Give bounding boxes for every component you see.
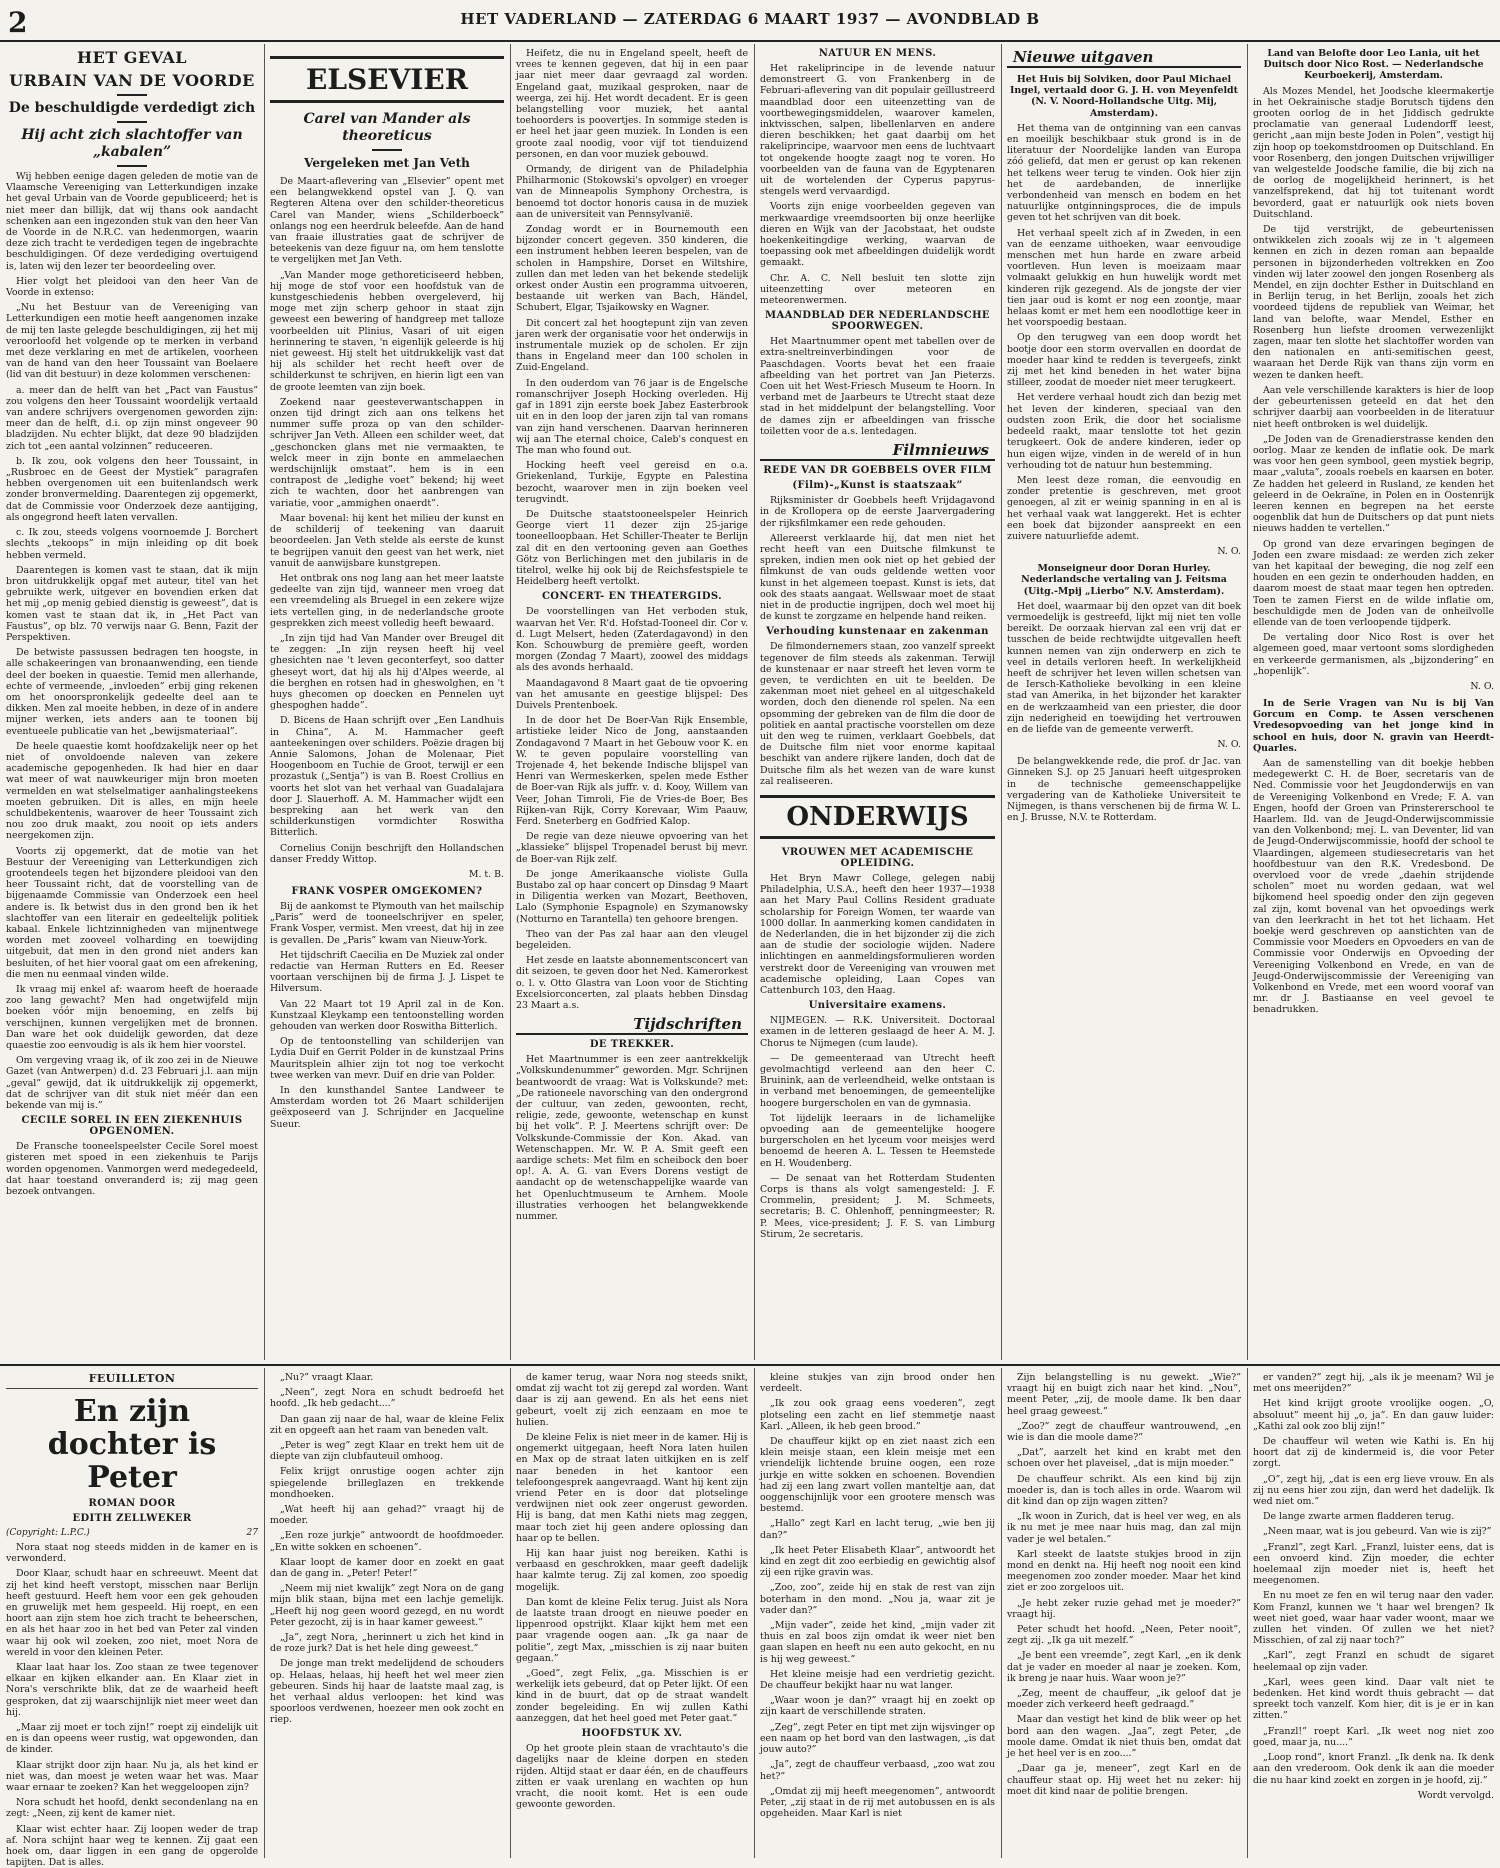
paragraph: Nora schudt het hoofd, denkt secondenlang na en zegt: „Neen, zij kent de kamer niet. bbox=[6, 1797, 258, 1820]
paragraph: Het thema van de ontginning van een canvas en moeilijk beschikbaar stuk grond is in de literatuur der Noordelijke landen van Europa zóó geliefd, dat men er gerust op kan rekenen het telkens weer terug te vinden. Ook hier zijn het de aardebanden, de innerlijke verbondenheid van mensch en bodem en het natuurlijke ontginningsproces, die de impuls geven tot het schrijven van dit boek. bbox=[1007, 122, 1241, 224]
paragraph: Als Mozes Mendel, het Joodsche kleermakertje in het Oekrainische stadje Borutsch tijdens den grooten oorlog de in het Jiddisch gedrukte proclamatie van generaal Ludendorff leest, gericht „aan mijn beste Joden in Polen”, vestigt hij zijn hoop op toekomstdroomen op Duitschland. En voor Rosenberg, den jongen Duitschen vrijwilliger van welgestelde Joodsche familie, die bij zich na de oorlog de mogelijkheid herinnert, is het vanzelfsprekend, dat hij tot tuitenant wordt bevorderd, gaat er natuurlijk ook niets boven Duitschland. bbox=[1253, 85, 1494, 220]
paragraph: Hocking heeft veel gereisd en o.a. Griekenland, Turkije, Egypte en Palestina bezocht, waarover men in zijn boeken veel terugvindt. bbox=[516, 460, 748, 505]
paragraph: „Goed”, zegt Felix, „ga. Misschien is er werkelijk iets gebeurd, dat op Peter lijkt. Of een kind in de buurt, dat op de straat wandelt zonder begeleiding. En wij zullen Kathi aanzeggen, dat het heel goed met Peter gaat.” bbox=[516, 1668, 748, 1724]
paragraph: „Omdat zij mij heeft meegenomen”, antwoordt Peter, „zij staat in de rij met autobussen en is als opgeheiden. Maar Karl is niet bbox=[760, 1785, 995, 1820]
paragraph: Zoekend naar geesteverwantschappen in onzen tijd dringt zich aan ons telkens het nummer suffe proza op van den schilder-schrijver Jan Veth. Alleen een schilder weet, dat „geschoncken glans met nie vermaakten, te welck meer in zijn bonte en ammelaechen werdschijnlijk omstaat”. hem is in een contrapost de „ledighe voet” bekend; hij weet zich te wachten, door het aanbrengen van variatie, voor „ammighen onaerdt”. bbox=[270, 396, 504, 509]
article-natuur bbox=[760, 48, 995, 1360]
signature: N. O. bbox=[1217, 546, 1241, 558]
signature: M. t. B. bbox=[468, 868, 504, 880]
paragraph: De voorstellingen van Het verboden stuk, waarvan het Ver. R'd. Hofstad-Tooneel dir. Cor v. d. Lugt Melsert, heden (Zaterdagavond) in den Kon. Schouwburg de première geeft, worden morgen (Zondag 7 Maart), zoowel des middags als des avonds herhaald. bbox=[516, 606, 748, 674]
tijdschriften-heading: Tijdschriften bbox=[516, 1015, 748, 1035]
paragraph: de kamer terug, waar Nora nog steeds snikt, omdat zij wacht tot zij gerepd zal worden. Want daar is zij aan gewend. En als het eens niet gebeurt, voelt zij zich eenzaam en moe te hulien. bbox=[516, 1372, 748, 1428]
paragraph: Theo van der Pas zal haar aan den vleugel begeleiden. bbox=[516, 928, 748, 952]
paragraph: Men leest deze roman, die eenvoudig en zonder pretentie is geschreven, met groot genoegen, al zit er weinig spanning in en al is het verhaal vaak wat langgerekt. Het is echter een boek dat bijzonder aanspreekt en een zuivere natuurliefde ademt. bbox=[1007, 474, 1241, 542]
paragraph: „Nu het Bestuur van de Vereeniging van Letterkundigen een motie heeft aangenomen inzake de mij ten laste gelegde beschuldigingen, zij het mij veroorloofd het volgende op te merken in verband met deze verklaring en met de artikelen, voorheen van de hand van den heer Toussaint van Boelaere (lid van dit bestuur) in deze kolommen verschenen: bbox=[6, 302, 258, 381]
paragraph: „Karl”, zegt Franzl en schudt de sigaret heelemaal op zijn vader. bbox=[1253, 1650, 1494, 1673]
paragraph: Het doel, waarmaar bij den opzet van dit boek vermoedelijk is gestreefd, lijkt mij niet ten volle bereikt. De oorzaak hiervan zal een vrij dat er tusschen de beide rechtwijdte uitgevallen heeft kunnen nemen van zijn onderwerp en zich te veel in details verloren heeft. In werkelijkheid heeft de schrijver het leven willen schetsen van de Iersch-Katholieke bevolking in een kleine stad van Amerika, in het bijzonder het karakter en de werkzaamheid van een priester, die door zijn nederigheid en toewijding het vertrouwen en de liefde van de gemeente verwerft. bbox=[1007, 600, 1241, 735]
book-title: Het Huis bij Solviken, door Paul Michael Ingel, vertaald door G. J. H. von Meyenfeldt (N. V. Noord-Hollandsche Uitg. Mij, Amsterdam). bbox=[1010, 74, 1238, 119]
paragraph: „Daar ga je, meneer”, zegt Karl en de chauffeur staat op. Hij weet het nu zeker: hij moet dit kind naar de politie brengen. bbox=[1007, 1763, 1241, 1797]
article-belofte bbox=[1253, 48, 1494, 1360]
paragraph: Wij hebben eenige dagen geleden de motie van de Vlaamsche Vereeniging van Letterkundigen inzake het geval Urbain van de Voorde gepubliceerd; het is niet meer dan billijk, dat wij thans ook aandacht schenken aan een ingezonden stuk van den heer Van de Voorde in de N.R.C. van hedenmorgen, waarin deze zich tracht te verdedigen tegen de ingebrachte beschuldigingen. Of deze verdediging overtuigend is, laten wij den lezer ter beoordeeling over. bbox=[6, 171, 258, 272]
article-elsevier bbox=[270, 48, 504, 1360]
paragraph: a. meer dan de helft van het „Pact van Faustus” zou volgens den heer Toussaint woordelijk vertaald van andere schrijvers overgenomen geworden zijn: meer dan de helft, d.i. op zijn minst ongeveer 90 bladzijden. Nu echter blijkt, dat deze 90 bladzijden zich tot „een aantal volzinnen” reduceeren. bbox=[6, 384, 258, 452]
paragraph: Op den terugweg van een doop wordt het bootje door een storm overvallen en doordat de moeder haar kind te redden is tevergeefs, zinkt zij met het kind beneden in het water bijna stilleer, zoodat de moeder niet meer terugkeert. bbox=[1007, 332, 1241, 389]
article-uitgaven bbox=[1007, 48, 1241, 1360]
elsevier-byline: Vergeleken met Jan Veth bbox=[304, 156, 470, 170]
paragraph: Zijn belangstelling is nu gewekt. „Wie?” vraagt hij en buigt zich naar het kind. „Nou”, meent Peter, „zij, de moole dame. Ik ben daar heel graag geweest.” bbox=[1007, 1372, 1241, 1417]
paragraph: D. Bicens de Haan schrijft over „Een Landhuis in China”, A. M. Hammacher geeft aanteekeningen over schilders. Poëzie dragen bij Annie Salomons, Johan de Molenaar, Piet Hoogenboom en Tuchie de Groot, terwijl er een prozastuk („Sentja”) is van B. Roest Crollius en voorts het slot van het verhaal van Guadalajara door J. Slauerhoff. A. M. Hammacher wijdt een bespreking aan het werk van den schilderkunstigen vormdichter Roswitha Bitterlich. bbox=[270, 715, 504, 839]
paragraph: „Dat”, aarzelt het kind en krabt met den schoen over het plaveisel, „dat is mijn moeder.” bbox=[1007, 1447, 1241, 1470]
column-rule bbox=[1247, 44, 1248, 1360]
paragraph: Maar bovenal: hij kent het milieu der kunst en de schilderij of teekening van daaruit beoordeelen. Jan Veth stelde als eerste de kunst te begrijpen vanuit den geest van het werk, niet vanuit de aanwijsbare kunstgrepen. bbox=[270, 512, 504, 569]
paragraph: De betwiste passussen bedragen ten hoogste, in alle schakeeringen van bronaanwending, een tiende deel der boeken in quaestie. Temid men allerhande, echte of vermeende, „invloeden” erbij ging rekenen om het onoorspronkelijk gedeelte deel aan te dikken. Men zal moeite hebben, in deze of in andere mijner werken, iets anders aan te toonen bij eventueele publicatie van het „bewijsmateriaal”. bbox=[6, 647, 258, 737]
paragraph: De tijd verstrijkt, de gebeurtenissen ontwikkelen zich zooals wij ze in 't algemeen kennen en zich in dezen roman aan bepaalde personen in bijzonderheden voltrekken en Zoo vinden wij later zoowel den jongen Rosenberg als Mendel, en zijn dochter Esther in Duitschland en in Berlijn terug, in het Berlijn, zooals het zich voordeed tijdens de republiek van Weimar, het land van belofte, waar Mendel, Esther en Rosenberg hun liefste droomen verwezenlijkt zagen, maar ten slotte het slachtoffer worden van den nationalen en anti-semitischen geest, waaraan het Derde Rijk van thans zijn vorm en wezen te danken heeft. bbox=[1253, 224, 1494, 381]
paragraph: Bij de aankomst te Plymouth van het mailschip „Paris” werd de tooneelschrijver en speler, Frank Vosper, vermist. Men vreest, dat hij in zee is gevallen. De „Paris” kwam van Nieuw-York. bbox=[270, 900, 504, 946]
paragraph: De chauffeur wil weten wie Kathi is. En hij hoort dat zij de kindermeid is, die voor Peter zorgt. bbox=[1253, 1436, 1494, 1470]
feuilleton-label: FEUILLETON bbox=[6, 1372, 258, 1389]
paragraph: „Waar woon je dan?” vraagt hij en zoekt op zijn kaart de verschillende straten. bbox=[760, 1695, 995, 1718]
concert-heading: CONCERT- EN THEATERGIDS. bbox=[541, 591, 723, 603]
paragraph: Dan gaan zij naar de hal, waar de kleine Felix zit en opgeeft aan het raam van beneden valt. bbox=[270, 1413, 504, 1436]
paragraph: „Ik heet Peter Elisabeth Klaar”, antwoordt het kind en zegt dit zoo eerbiedig en gewichtig alsof zij een rijke gravin was. bbox=[760, 1544, 995, 1579]
onderwijs-title: ONDERWIJS bbox=[760, 795, 995, 839]
paragraph: Ormandy, de dirigent van de Philadelphia Philharmonic (Stokowski's opvolger) en vroeger van de Minneapolis Symphony Orchestra, is benoemd tot doctor honoris causa in de muziek aan de universiteit van Pennsylvanië. bbox=[516, 164, 748, 220]
book-title: Monseigneur door Doran Hurley. Nederlandsche vertaling van J. Feitsma (Uitg.-Mpij „Lierbo” N.V. Amsterdam). bbox=[1021, 563, 1227, 597]
paragraph: De filmondernemers staan, zoo vanzelf spreekt tegenover de film steeds als zakenman. Terwijl de kunstenaar er naar streeft het leven vorm te geven, te verdichten en uit te beelden. De zakenman moet niet geheel en al uitgeschakeld worden, doch den dienende rol spelen. Na een opsomming der gebreken van de film die door de politiek en aantal practische voorstellen om deze uit den weg te ruimen, verklaart Goebbels, dat de Duitsche film niet voor enorme kapitaal beschikt van andere rijkere landen, doch dat de Duitsche film als het wezen van de ware kunst zal realiseeren. bbox=[760, 641, 995, 787]
paragraph: „Nu?” vraagt Klaar. bbox=[280, 1372, 374, 1383]
paragraph: „Ja”, zegt Nora, „herinnert u zich het kind in de roze jurk? Dat is het hele ding geweest.” bbox=[270, 1632, 504, 1655]
paragraph: kleine stukjes van zijn brood onder hen verdeelt. bbox=[760, 1372, 995, 1395]
paragraph: Om vergeving vraag ik, of ik zoo zei in de Nieuwe Gazet (van Antwerpen) d.d. 23 Februari j.l. aan mijn „geval” gewijd, dat ik uitdrukkelijk zij opgemerkt, dat de schrijver van dit stuk niet méér dan een bekende van mij is.” bbox=[6, 1055, 258, 1112]
paragraph: — De gemeenteraad van Utrecht heeft gevolmachtigd verleend aan den heer C. Bruinink, aan de verleendheid, welke ontstaan is in verband met benoemingen, de gemeentelijke hoogere burgerscholen en van de gymnasia. bbox=[760, 1052, 995, 1109]
vrouwen-heading: VROUWEN MET ACADEMISCHE OPLEIDING. bbox=[781, 846, 974, 869]
paragraph: Het Maartnummer opent met tabellen over de extra-sneltreinverbindingen voor de Paaschdagen. Voorts bevat het een fraaie afbeelding van het portret van Jan Pieterzs. Coen uit het West-Friesch Museum te Hoorn. In verband met de Jaarbeurs te Utrecht staat deze stad in het middelpunt der belangstelling. Voor de dames zijn er afbeeldingen van frissche toiletten voor de a.s. lentedagen. bbox=[760, 336, 995, 437]
uitgaven-heading: Nieuwe uitgaven bbox=[1007, 48, 1241, 68]
paragraph: Het tijdschrift Caecilia en De Muziek zal onder redactie van Herman Rutters en Ed. Reeser voortaan verschijnen bij de firma J. J. Lispet te Hilversum. bbox=[270, 949, 504, 995]
paragraph: er vanden?” zegt hij, „als ik je meenam? Wil je met ons meerijden?” bbox=[1253, 1372, 1494, 1395]
paragraph: De heele quaestie komt hoofdzakelijk neer op het niet of onvoldoende naleven van zekere academische gepogenheden. Ik had hier en daar wat meer of wat nauwkeuriger mijn bron moeten vermelden en wat stelselmatiger aanhalingsteekens moeten gebruiken. Dit is alles, en mijn heele schuldbekentenis, waarover de heer Toussaint zich nou zoo druk maakt, zou nooit op iets anders neergekomen zijn. bbox=[6, 740, 258, 842]
paragraph: Maar dan vestigt het kind de blik weer op het bord aan den wagen. „Jaa”, zegt Peter, „de moole dame. Omdat ik niet thuis ben, omdat dat je het heel ver is en zoo....” bbox=[1007, 1714, 1241, 1760]
paragraph: Aan de samenstelling van dit boekje hebben medegewerkt C. H. de Boer, secretaris van de Ned. Commissie voor het Jeugdonderwijs en van de Vereeniging Volkenbond en Vrede; F. A. van Engen, hoofd der Groen van Prinstererschool te Haarlem. Ild. van de Jeugd-Onderwijscommissie van den Volkenbond; mej. L. van Deventer, lid van de Jeugd-Onderwijscommissie, hoofd der school te Vlaardingen, algemeen studiesecretaris van het hoofdbestuur van den R.K. Vredesbond. De overvloed voor de vrede „daehin strijdende scholen” moet nu worden gedaan, wat wel bijkomend heel spoedig onder den zijn gegeven zal zijn, komt bovenal van het opvoedings werk van den leerkracht in het tot het lichaam. Het boekje werd geschreven op aanstichten van de Commissie voor Moeders en Opvoeders en van de Commissie voor Onderwijs en Opvoeding der Vereeniging Volkenbond en Vrede, en van de Jeugd-Onderwijscommissie der Vereeniging van Volkenbond en Vrede, met een woord vooraf van mr. dr J. Bastiaanse en veel gevoel te benadrukken. bbox=[1253, 757, 1494, 1016]
divider bbox=[117, 121, 147, 123]
column-rule bbox=[264, 1368, 265, 1858]
paragraph: Hij kan haar juist nog bereiken. Kathi is verbaasd en geschrokken, maar geeft dadelijk haar kalmte terug. Zij zal komen, zoo spoedig mogelijk. bbox=[516, 1548, 748, 1593]
paragraph: De chauffeur schrikt. Als een kind bij zijn moeder is, dan is toch alles in orde. Waarom wil dit kind dan op zijn wagen zitten? bbox=[1007, 1473, 1241, 1508]
paragraph: In den kunsthandel Santee Landweer te Amsterdam worden tot 26 Maart schilderijen geëxposeerd van J. Schrijnder en Jacqueline Sueur. bbox=[270, 1085, 504, 1130]
paragraph: Nora staat nog steeds midden in de kamer en is verwonderd. bbox=[6, 1542, 258, 1565]
paragraph: Aan vele verschillende karakters is hier de loop der gebeurtenissen geteeld en dat het den schrijver daarbij aan voorbeelden in de literatuur niet heeft ontbroken is wel duidelijk. bbox=[1253, 384, 1494, 430]
paragraph: c. Ik zou, steeds volgens voornoemde J. Borchert slechts „tekoops” in mijn inleiding op dit boek hebben vermeld. bbox=[6, 527, 258, 561]
paragraph: „Hallo” zegt Karl en lacht terug, „wie ben jij dan?” bbox=[760, 1518, 995, 1541]
paragraph: „O”, zegt hij, „dat is een erg lieve vrouw. En als zij nu eens hier zou zijn, dan werd het dadelijk. Ik wed niet om.” bbox=[1253, 1473, 1494, 1508]
paragraph: b. Ik zou, ook volgens den heer Toussaint, in „Rusbroec en de Geest der Mystiek” paragrafen hebben overgenomen uit een buitenlandsch werk zonder bronvermelding. Daarentegen zij opgemerkt, dat de Commissie voor Onderzoek deze aantijging, als ongegrond heeft laten vervallen. bbox=[6, 455, 258, 523]
paragraph: Cornelius Conijn beschrijft den Hollandschen danser Freddy Wittop. bbox=[270, 842, 504, 865]
paragraph: Tot lijdelijk leeraars in de lichamelijke opvoeding aan de gemeentelijke hoogere burgerscholen en het lyceum voor meisjes werd benoemd de heeren A. L. Tessen te Heemstede en H. Woudenberg. bbox=[760, 1112, 995, 1169]
signature: N. O. bbox=[1470, 680, 1494, 692]
sorel-heading: CECILE SOREL IN EEN ZIEKENHUIS OPGENOMEN. bbox=[21, 1115, 243, 1138]
paragraph: De vertaling door Nico Rost is over het algemeen goed, maar vertoont soms slordigheden en verkeerde germanismen, als „bijzondering” en „hopenlijk”. bbox=[1253, 632, 1494, 677]
masthead bbox=[0, 0, 1500, 42]
feuilleton-column bbox=[1253, 1372, 1494, 1858]
divider bbox=[372, 149, 402, 151]
paragraph: Voorts zijn enige voorbeelden gegeven van merkwaardige vreemdsoorten bij onze heerlijke dieren en Wijk van der Jacobstaat, het oudste hoekenkeitingdige werking, waarvan de toepassing ook met afbeeldingen duidelijk wordt gemaakt. bbox=[760, 201, 995, 269]
paragraph: Voorts zij opgemerkt, dat de motie van het Bestuur der Vereeniging van Letterkundigen zich grootendeels tegen het bijzondere pleidooi van den heer Toussaint richt, dat de voorstelling van de bijgenaamde Commissie van Onderzoek een heel andere is. Ik betwist dus in den grond ben ik het slachtoffer van een literair en gedeeltelijk politiek kabaal. Enkele lichtzinnigheden van mijnentwege worden met zooveel volharding en toewijding uitgebuit, dat men in den grond niet anders kan besluiten, of het hier vooral gaat om een afrekening, die men nu eenmaal vinden wilde. bbox=[6, 845, 258, 980]
verhouding-heading: Verhouding kunstenaar en zakenman bbox=[766, 626, 989, 638]
paragraph: „Loop rond”, knort Franzl. „Ik denk na. Ik denk aan den vrederoom. Ook denk ik aan die moeder die nu haar kind zoekt en zorgen in je hoofd, zij.” bbox=[1253, 1752, 1494, 1786]
column-rule bbox=[1001, 1368, 1002, 1858]
to-be-continued: Wordt vervolgd. bbox=[1417, 1789, 1494, 1801]
paragraph: „In zijn tijd had Van Mander over Breugel dit te zeggen: „In zijn reysen heeft hij veel ghesichten nae 't leven geconterfeyt, soo datter gheseyt wort, dat hij als hij d'Alpes weerde, al die berghen en rotsen had in gheswolghen, en 't huys ghecomen op doecken en Pennelen uyt ghespoghen hadde”. bbox=[270, 632, 504, 712]
paragraph: „Zeg, meent de chauffeur, „ik geloof dat je moeder zich verkeerd heeft gedraagd.” bbox=[1007, 1688, 1241, 1711]
paragraph: Allereerst verklaarde hij, dat men niet het recht heeft van een Duitsche filmkunst te spreken, indien men ook niet op het gebied der filmkunst de van ouds geldende wetten voor kunst in het algemeen toepast. Kunst is iets, dat ook des staats aangaat. Wellswaar moet de staat niet in de productie ingrijpen, doch wel moet hij de kunst te zorgzame en helpende hand reiken. bbox=[760, 532, 995, 623]
natuur-heading: NATUUR EN MENS. bbox=[818, 48, 937, 59]
feuilleton-header-column bbox=[6, 1372, 258, 1868]
paragraph: In den ouderdom van 76 jaar is de Engelsche romanschrijver Joseph Hocking overleden. Hij gaf in 1891 zijn eerste boek Jabez Easterbrook uit en in den loop der jaren zijn tal van romans van zijn hand verschenen. Daarvan herinneren wij aan The eternal choice, Caleb's conquest en The man who found out. bbox=[516, 377, 748, 456]
paragraph: Rijksminister dr Goebbels heeft Vrijdagavond in de Krollopera op de eerste Jaarvergadering der rijksfilmkamer een rede gehouden. bbox=[760, 495, 995, 529]
paragraph: Het verhaal speelt zich af in Zweden, in een van de eenzame uithoeken, waar eenvoudige menschen met hun harde en zware arbeid voortleven. Hun leven is moeizaam maar volmaakt gelukkig en hun huwelijk wordt met kinderen rijk gezegend. Als de jongste der vier tien jaar oud is komt er nog een zoontje, maar helaas komt er met hem een noodlottige keer in het voorspoedig bestaan. bbox=[1007, 227, 1241, 329]
paragraph: „Franzl”, zegt Karl. „Franzl, luister eens, dat is een onvoerd kind. Zijn moeder, die echter hoelemaal zijn moeder niet is, heeft het meegenomen. bbox=[1253, 1541, 1494, 1587]
paragraph: „Neen maar, wat is jou gebeurd. Van wie is zij?” bbox=[1263, 1526, 1492, 1538]
feuilleton-divider bbox=[0, 1364, 1500, 1366]
paragraph: Daarentegen is komen vast te staan, dat ik mijn bron uitdrukkelijk opgaf met auteur, titel van het gebruikte werk, uitgever en bovendien erken dat het mij „op menig gebied dienstig is geweest”, dat is komen vast te staan dat ik, in „Het Pact van Faustus”, op blz. 70 verwijs naar G. Benn, Fazit der Perspektiven. bbox=[6, 564, 258, 643]
paragraph: Het verdere verhaal houdt zich dan bezig met het leven der kinderen, speciaal van den oudsten zoon Erik, die door het socialisme bedeeld raakt, maar tenslotte tot het gezin terugkeert. Ook de andere kinderen, ieder op hun eigen wijze, vinden in de wereld of in hun verhouding tot de natuur hun bestemming. bbox=[1007, 392, 1241, 471]
column-rule bbox=[754, 44, 755, 1360]
paragraph: Het Maartnummer is een zeer aantrekkelijk „Volkskundenummer” geworden. Mgr. Schrijnen beantwoordt de vraag: Wat is Volkskunde? met: „De rationeele navorsching van den ondergrond der cultuur, van zeden, gewoonten, recht, religie, zede, gewoonte, wetenschap en kunst bij het volk”. P. J. Meertens schrijft over: De Volkskunde-Commissie der Kon. Akad. van Wetenschappen. Mr. W. P. A. Smit geeft een aardige schets: Met film en scheibock den boer op!. A. A. G. van Evers Dorens vestigt de aandacht op de wetenschappelijke waarde van het Openluchtmuseum te Arnhem. Moole illustraties verhoogen het belangwekkende nummer. bbox=[516, 1054, 748, 1223]
paragraph: „Ja”, zegt de chauffeur verbaasd, „zoo wat zou het?” bbox=[760, 1759, 995, 1782]
paragraph: „Zoo?” zegt de chauffeur wantrouwend, „en wie is dan die moole dame?” bbox=[1007, 1420, 1241, 1444]
feuilleton-column bbox=[516, 1372, 748, 1858]
paragraph: Het kind krijgt groote vroolijke oogen. „O, absoluut” meent hij „o, ja”. En dan gauw luider: „Kathi zal ook zoo blij zijn!” bbox=[1253, 1398, 1494, 1432]
paragraph: Dit concert zal het hoogtepunt zijn van zeven jaren werk der organisatie voor het onderwijs in instrumentale muziek op de scholen. Er zijn thans in Engeland meer dan 100 scholen in Zuid-Engeland. bbox=[516, 317, 748, 374]
divider bbox=[117, 94, 147, 96]
paragraph: De chauffeur kijkt op en ziet naast zich een klein meisje staan, een klein meisje met een vriendelijk lichtende bruine oogen, een roze jurkje en witte sokken en schoenen. Bovendien had zij een lang zwart vollen manteltje aan, dat ooggenschijnlijk voor een grootere mensch was bestemd. bbox=[760, 1436, 995, 1515]
paragraph: „Ik woon in Zurich, dat is heel ver weg, en als ik nu met je mee naar huis mag, dan zal mijn vader je wel betalen.” bbox=[1007, 1511, 1241, 1545]
paragraph: „De Joden van de Grenadierstrasse kenden den oorlog. Maar ze kenden de inflatie ook. De mark was voor hen geen symbool, geen mystiek begrip, maar „valuta”, zooals roebels en kaarsen en boter. Ze hadden het geleerd in Rusland, ze kenden het geleerd in de Oekraïne, in Polen en in Oostenrijk leeren kennen en begrepen na het eerste oogenblik dat hun de Duitschers op dat punt niets nieuws hadden te vertellen.” bbox=[1253, 433, 1494, 535]
paragraph: Op grond van deze ervaringen begingen de Joden een zware misdaad: ze werden zich zeker van het kapitaal der beweging, die nog zelf een houden en een gezin te onderhouden hadden, en daarom moest de staat maar tegen hen optreden. Toen te zamen Fierst en de wilde inflatie om, beschuldigde men de Joden van de onheilvolle ellende van de toen verloopende tijdperk. bbox=[1253, 538, 1494, 628]
paragraph: „Van Mander moge gethoreticiseerd hebben, hij moge de stof voor een hoofdstuk van de kunstgeschiedenis hebben overgeleverd, hij moge met zijn scherp gehoor in staat zijn geweest een bewering of handgreep met talloze voorbeelden uit Plinius, Vasari of uit eigen herinnering te staven, 'n eigenlijk geleerde is hij niet geweest. Hij stelt het uitdrukkelijk vast dat hij als schilder het recht heeft over de schilderkunst te schrijven, en hierin ligt een van de groote leemten van zijn boek. bbox=[270, 269, 504, 393]
paragraph: En nu moet ze fen en wil terug naar den vader. Kom Franzl, kunnen we 't haar wel brengen? Ik weet niet goed, waar haar vader woont, maar we zullen het vinden. Of zullen we het niet? Misschien, of zal zij naar toch?” bbox=[1253, 1590, 1494, 1647]
column-rule bbox=[1001, 44, 1002, 1360]
paragraph: De kleine Felix is niet meer in de kamer. Hij is ongemerkt uitgegaan, heeft Nora laten huilen en Max op de straat laten uitkijken en is zelf naar beneden in het kantoor een telefoongesprek aangevraagd. Want hij kent zijn vriend Peter en is door dat plotselinge verdwijnen niet ook zeer ongerust geworden. Hij is bang, dat men Kathi niets mag zeggen, maar toch ziet hij geen andere oplossing dan haar op te bellen. bbox=[516, 1432, 748, 1544]
feuilleton-author: EDITH ZELLWEKER bbox=[72, 1513, 192, 1524]
column-rule bbox=[510, 1368, 511, 1858]
column-rule bbox=[510, 44, 511, 1360]
paragraph: Het Bryn Mawr College, gelegen nabij Philadelphia, U.S.A., heeft den heer 1937—1938 aan het Mary Paul Collins Resident graduate scholarship for Foreign Women, ter waarde van 1000 dollar. In aanmerking komen candidaten in de Nederlanden, die in het bijzonder zij die zich aan de studie der sociologie wijden. Nadere inlichtingen en aanmeldingsformulieren worden verstrekt door de Vereeniging van vrouwen met academische opleiding, Laan Copes van Cattenburch 103, den Haag. bbox=[760, 872, 995, 996]
paragraph: NIJMEGEN. — R.K. Universiteit. Doctoraal examen in de letteren geslaagd de heer A. M. J. Chorus te Nijmegen (cum laude). bbox=[760, 1015, 995, 1049]
paragraph: De Duitsche staatstooneelspeler Heinrich George viert 11 dezer zijn 25-jarige tooneelloopbaan. Het Schiller-Theater te Berlijn zal dit en den vertooning geven aan Goethes Götz von Berlichingen met den jubilaris in de titelrol, welke hij ook bij de Reichsfestspiele te Heidelberg heeft vertolkt. bbox=[516, 508, 748, 588]
column-rule bbox=[754, 1368, 755, 1858]
paragraph: Op de tentoonstelling van schilderijen van Lydia Duif en Gerrit Polder in de kunstzaal Prins Mauritsplein alhier zijn tot nog toe verkocht twee werken van mevr. Duif en drie van Polder. bbox=[270, 1036, 504, 1081]
paragraph: De regie van deze nieuwe opvoering van het „klassieke” blijspel Tropenadel berust bij mevr. de Boer-van Rijk zelf. bbox=[516, 831, 748, 865]
paragraph: „Wat heeft hij aan gehad?” vraagt hij de moeder. bbox=[270, 1504, 504, 1527]
feuilleton-column bbox=[270, 1372, 504, 1858]
feuilleton-title: En zijn dochter is Peter bbox=[47, 1394, 217, 1495]
feuilleton-column bbox=[760, 1372, 995, 1858]
maandblad-heading: MAANDBLAD DER NEDERLANDSCHE SPOORWEGEN. bbox=[765, 310, 990, 333]
trekker-heading: DE TREKKER. bbox=[589, 1039, 675, 1051]
film-subheading2: (Film)-„Kunst is staatszaak” bbox=[792, 480, 963, 492]
voorde-title2: URBAIN VAN DE VOORDE bbox=[9, 71, 255, 90]
copyright: (Copyright: L.P.C.) bbox=[6, 1528, 90, 1538]
paragraph: In de door het De Boer-Van Rijk Ensemble, artistieke leider Nico de Jong, aanstaanden Zondagavond 7 Maart in het Gebouw voor K. en W. te geven populaire voorstelling van Trojenade 4, het bekende Indische blijspel van Henri van Wermeskerken, spelen mede Esther de Boer-van Rijk als juffr. v. d. Kooy, Willem van Veer, Johan Timroli, Fie de Vries-de Boer, Bes Rijken-van Rijk, Corry Korevaar, Wim Paauw, Ferd. Sneterberg en Godfried Kalop. bbox=[516, 715, 748, 827]
paragraph: „Je bent een vreemde”, zegt Karl, „en ik denk dat je vader en moeder al naar je zoeken. Kom, ik breng je naar huis. Waar woon je?” bbox=[1007, 1650, 1241, 1684]
paragraph: „Maar zij moet er toch zijn!” roept zij eindelijk uit en is dan opeens weer rustig, wat opgewonden, dan de kinder. bbox=[6, 1722, 258, 1756]
paragraph: Ik vraag mij enkel af: waarom heeft de hoeraade zoo lang gewacht? Men had ongetwijfeld mijn boeken vóór mijn benoeming, en zelfs bij verschijnen, kunnen vergelijken met de bronnen. Dan ware het ook duidelijk geworden, dat deze quaestie zoo eenvoudig is als ik hem hier voorstel. bbox=[6, 984, 258, 1052]
paragraph: Door Klaar, schudt haar en schreeuwt. Meent dat zij het kind heeft verstopt, misschen naar Berlijn heeft gestuurd. Heeft hem voor een gek gehouden en gruwelijk met hem gespeeld. Hij roept, en een hoort aan zijn stem hoe zich tracht te beheerschen, en als het haar zoo in het bed van Peter zal vinden waar hij ook wil zoeken, zoo niet, moet Nora de wereld in voor den kleinen Peter. bbox=[6, 1568, 258, 1658]
paragraph: „Peter is weg” zegt Klaar en trekt hem uit de diepte van zijn clubfauteuil omhoog. bbox=[270, 1440, 504, 1463]
paragraph: „Neen”, zegt Nora en schudt bedroefd het hoofd. „Ik heb gedacht....” bbox=[270, 1387, 504, 1410]
paragraph: „Zeg”, zegt Peter en tipt met zijn wijsvinger op een naam op het bord van den lastwagen, „is dat jouw auto?” bbox=[760, 1721, 995, 1756]
paragraph: De Maart-aflevering van „Elsevier” opent met een belangwekkend opstel van J. Q. van Regteren Altena over den schilder-theoreticus Carel van Mander, wiens „Schilderboeck” onlangs nog een heerdruk beleefde. Aan de hand van fraaie illustraties gaat de schrijver de beteekenis van deze figuur na, om hem tenslotte te vergelijken met Jan Veth. bbox=[270, 176, 504, 266]
paragraph: Karl steekt de laatste stukjes brood in zijn mond en denkt na. Hij heeft nog nooit een kind meegenomen zoo zonder moeder. Maar het kind ziet er zoo zorgeloos uit. bbox=[1007, 1548, 1241, 1594]
voorde-subtitle: De beschuldigde verdedigt zich bbox=[8, 100, 256, 116]
paragraph: Klaar wist echter haar. Zij loopen weder de trap af. Nora schijnt haar weg te kennen. Zij gaat een hoek om, daar liggen in een gang de opgerolde tapijten. Dat is alles. bbox=[6, 1823, 258, 1868]
paragraph: De Fransche tooneelspeelster Cecile Sorel moest gisteren met spoed in een ziekenhuis te Parijs worden opgenomen. Vanmorgen werd medegedeeld, dat haar toestand onveranderd is; zij mag geen bezoek ontvangen. bbox=[6, 1141, 258, 1198]
article-music bbox=[516, 48, 748, 1360]
masthead-title: HET VADERLAND — ZATERDAG 6 MAART 1937 — AVONDBLAD B bbox=[460, 10, 1040, 28]
copyright-line bbox=[6, 1528, 258, 1538]
paragraph: „Mijn vader”, zeide het kind, „mijn vader zit thuis en zal boos zijn omdat ik weer niet ben gaan slapen en heeft nu een auto gekocht, en nu is hij weg geweest.” bbox=[760, 1620, 995, 1665]
univ-heading: Universitaire examens. bbox=[808, 1000, 947, 1012]
chapter-heading: HOOFDSTUK XV. bbox=[581, 1728, 683, 1740]
paragraph: Zondag wordt er in Bournemouth een bijzonder concert gegeven. 350 kinderen, die een instrument hebben leeren bespelen, van de scholen in Hampshire, Dorset en Wiltshire, zullen dan met leden van het bekende stedelijk orkest onder Austin een programma uitvoeren, bestaande uit werken van Bach, Händel, Schubert, Elgar, Tsjaikowsky en Wagner. bbox=[516, 224, 748, 314]
paragraph: „Franzl!” roept Karl. „Ik weet nog niet zoo goed, maar ja, nu....” bbox=[1253, 1725, 1494, 1748]
paragraph: — De senaat van het Rotterdam Studenten Corps is thans als volgt samengesteld: J. F. Crommelin, president; J. M. Schmeets, secretaris; B. C. Ohlenhoff, penningmeester; R. P. Mees, vice-president; J. F. S. van Limburg Stirum, 2e secretaris. bbox=[760, 1172, 995, 1240]
paragraph: Hier volgt het pleidooi van den heer Van de Voorde in extenso: bbox=[6, 275, 258, 299]
paragraph: De jonge man trekt medelijdend de schouders op. Helaas, helaas, hij heeft het wel meer zien gebeuren. Sinds hij haar de laatste maal zag, is het verhaal aldus verloopen: het kind was spoorloos verdwenen, hoezeer men ook zocht en riep. bbox=[270, 1658, 504, 1726]
paragraph: Het zesde en laatste abonnementsconcert van dit seizoen, te geven door het Ned. Kamerorkest o. l. v. Otto Glastra van Loon voor de Stichting Excelsiorconcerten, zal plaats hebben Dinsdag 23 Maart a.s. bbox=[516, 955, 748, 1012]
divider bbox=[117, 165, 147, 167]
paragraph: Klaar loopt de kamer door en zoekt en gaat dan de gang in. „Peter! Peter!” bbox=[270, 1556, 504, 1580]
paragraph: „Een roze jurkje” antwoordt de hoofdmoeder. „En witte sokken en schoenen”. bbox=[270, 1530, 504, 1553]
feuilleton-roman-label: ROMAN DOOR bbox=[88, 1498, 176, 1509]
paragraph: Dan komt de kleine Felix terug. Juist als Nora de laatste traan droogt en nieuwe poeder en lippenrood opstrijkt. Klaar kijkt hem met een paar vragende oogen aan. „Ik ga naar de politie”, zegt Max, „misschien is zij naar buiten gegaan.” bbox=[516, 1596, 748, 1664]
paragraph: Het ontbrak ons nog lang aan het meer laatste gedeelte van zijn tijd, wanneer men vroeg dat een vreemdeling als Bruegel in een zekere wijze iets vertellen ging, in de nederlandsche groote gesprekken zich meest volledig heeft bewaard. bbox=[270, 572, 504, 629]
paragraph: Maandagavond 8 Maart gaat de tie opvoering van het amusante en geestige blijspel: Des Duivels Prentenboek. bbox=[516, 677, 748, 711]
signature: N. O. bbox=[1217, 739, 1241, 751]
paragraph: „Neem mij niet kwalijk” zegt Nora on de gang mijn blik staan, bijna met een lachje gemelijk. „Heeft hij nog geen woord gezegd, en nu wordt Peter gezocht, zij is in haar kamer geweest.” bbox=[270, 1583, 504, 1628]
feuilleton-column bbox=[1007, 1372, 1241, 1858]
page-number: 2 bbox=[8, 6, 28, 39]
paragraph: „Karl, wees geen kind. Daar valt niet te bedenken. Het kind wordt thuis gebracht — dat spreekt toch vanzelf. Kom hier, dit is je er in kan zitten.” bbox=[1253, 1676, 1494, 1722]
paragraph: „Ik zou ook graag eens voederen”, zegt plotseling een zacht en lief stemmetje naast Karl. „Alleen, ik heb geen brood.” bbox=[760, 1398, 995, 1432]
film-subheading: REDE VAN DR GOEBBELS OVER FILM bbox=[763, 465, 992, 477]
vosper-heading: FRANK VOSPER OMGEKOMEN? bbox=[291, 885, 483, 897]
paragraph: Heifetz, die nu in Engeland speelt, heeft de vrees te kennen gegeven, dat hij in een paar jaar niet meer daar gevraagd zal worden. Engeland gaat, muzikaal gesproken, naar de weerga, zei hij. Het wordt decadent. Er is geen belangstelling voor muziek, het aantal toehoorders is poovertjes. In sommige steden is er heel het jaar geen muziek. In Londen is een groote zaal noodig, voor vijf tot tienduizend personen, en dan voor muziek gebouwd. bbox=[516, 48, 748, 160]
voorde-title1: HET GEVAL bbox=[77, 48, 187, 67]
column-rule bbox=[1247, 1368, 1248, 1858]
paragraph: Klaar strijkt door zijn haar. Nu ja, als het kind er niet was, dan moest je weten waar het was. Maar waar ernaar te zoeken? Kan het weggeloopen zijn? bbox=[6, 1759, 258, 1794]
paragraph: De jonge Amerikaansche violiste Gulla Bustabo zal op haar concert op Dinsdag 9 Maart in Diligentia werken van Mozart, Beethoven, Lalo (Symphonie Espagnole) en Szymanowsky (Notturno en Tarantella) ten gehoore brengen. bbox=[516, 868, 748, 925]
paragraph: „Je hebt zeker ruzie gehad met je moeder?” vraagt hij. bbox=[1007, 1597, 1241, 1620]
article-voorde bbox=[6, 48, 258, 1360]
paragraph: Van 22 Maart tot 19 April zal in de Kon. Kunstzaal Kleykamp een tentoonstelling worden gehouden van werken door Roswitha Bitterlich. bbox=[270, 998, 504, 1033]
paragraph: De lange zwarte armen fladderen terug. bbox=[1263, 1511, 1455, 1523]
elsevier-title: ELSEVIER bbox=[270, 56, 504, 103]
book-title: Land van Belofte door Leo Lania, uit het Duitsch door Nico Rost. — Nederlandsche Keurboekerij, Amsterdam. bbox=[1263, 48, 1484, 82]
paragraph: Felix krijgt onrustige oogen achter zijn spiegelende brilleglazen en trekkende mondhoeken. bbox=[270, 1466, 504, 1500]
paragraph: „Zoo, zoo”, zeide hij en stak de rest van zijn boterham in den mond. „Nou ja, waar zit je vader dan?” bbox=[760, 1582, 995, 1616]
voorde-kicker: Hij acht zich slachtoffer van „kabalen” bbox=[21, 127, 243, 160]
paragraph: Het rakeliprincipe in de levende natuur demonstreert G. von Frankenberg in de Februari-aflevering van dit populair geïllustreerd maandblad door een uiteenzetting van de voortbewegingsmiddelen, waarover kamelen, inktvisschen, salpen, libellenlarven en andere dieren beschikken; het gaat daarbij om het rakeliprincipe, waarvoor men eens de luchtvaart tot ongekende hoogte zaagt nog te voren. Ho voorbeelden van de fauna van de Egyptenaren uit de wortelenden der Cyperus papyrus-stengels werd vervaardigd. bbox=[760, 63, 995, 198]
filmnieuws-heading: Filmnieuws bbox=[760, 441, 995, 461]
paragraph: Chr. A. C. Nell besluit ten slotte zijn uiteenzetting over meteoren en meteorenwermen. bbox=[760, 272, 995, 307]
elsevier-subtitle: Carel van Mander als theoreticus bbox=[303, 111, 471, 144]
column-rule bbox=[264, 44, 265, 1360]
paragraph: Op het groote plein staan de vrachtauto's die dagelijks naar de kleine dorpen en steden rijden. Altijd staat er daar één, en de chauffeurs zitten er vaak urenlang en wachten op hun vracht, die nooit komt. Het is een oude gewoonte geworden. bbox=[516, 1743, 748, 1811]
serie-intro: In de Serie Vragen van Nu is bij Van Gorcum en Comp. te Assen verschenen Vredesopvoeding van het jonge kind in school en huis, door N. gravin van Heerdt-Quarles. bbox=[1253, 697, 1494, 754]
paragraph: Peter schudt het hoofd. „Neen, Peter nooit”, zegt zij. „Ik ga uit mezelf.” bbox=[1007, 1624, 1241, 1647]
episode-number: 27 bbox=[246, 1528, 258, 1538]
paragraph: Klaar laat haar los. Zoo staan ze twee tegenover elkaar en kijken elkander aan. En Klaar ziet in Nora's verschrikte blik, dat ze de waarheid heeft gesproken, dat zij waarschijnlijk niet meer weet dan hij. bbox=[6, 1662, 258, 1718]
paragraph: Het kleine meisje had een verdrietig gezicht. De chauffeur bekijkt haar nu wat langer. bbox=[760, 1668, 995, 1692]
paragraph: De belangwekkende rede, die prof. dr Jac. van Ginneken S.J. op 25 Januari heeft uitgesproken in de technische gemeenschappelijke vergadering van de Katholieke Universiteit te Nijmegen, is thans verschenen bij de firma W. L. en J. Brusse, N.V. te Rotterdam. bbox=[1007, 756, 1241, 824]
